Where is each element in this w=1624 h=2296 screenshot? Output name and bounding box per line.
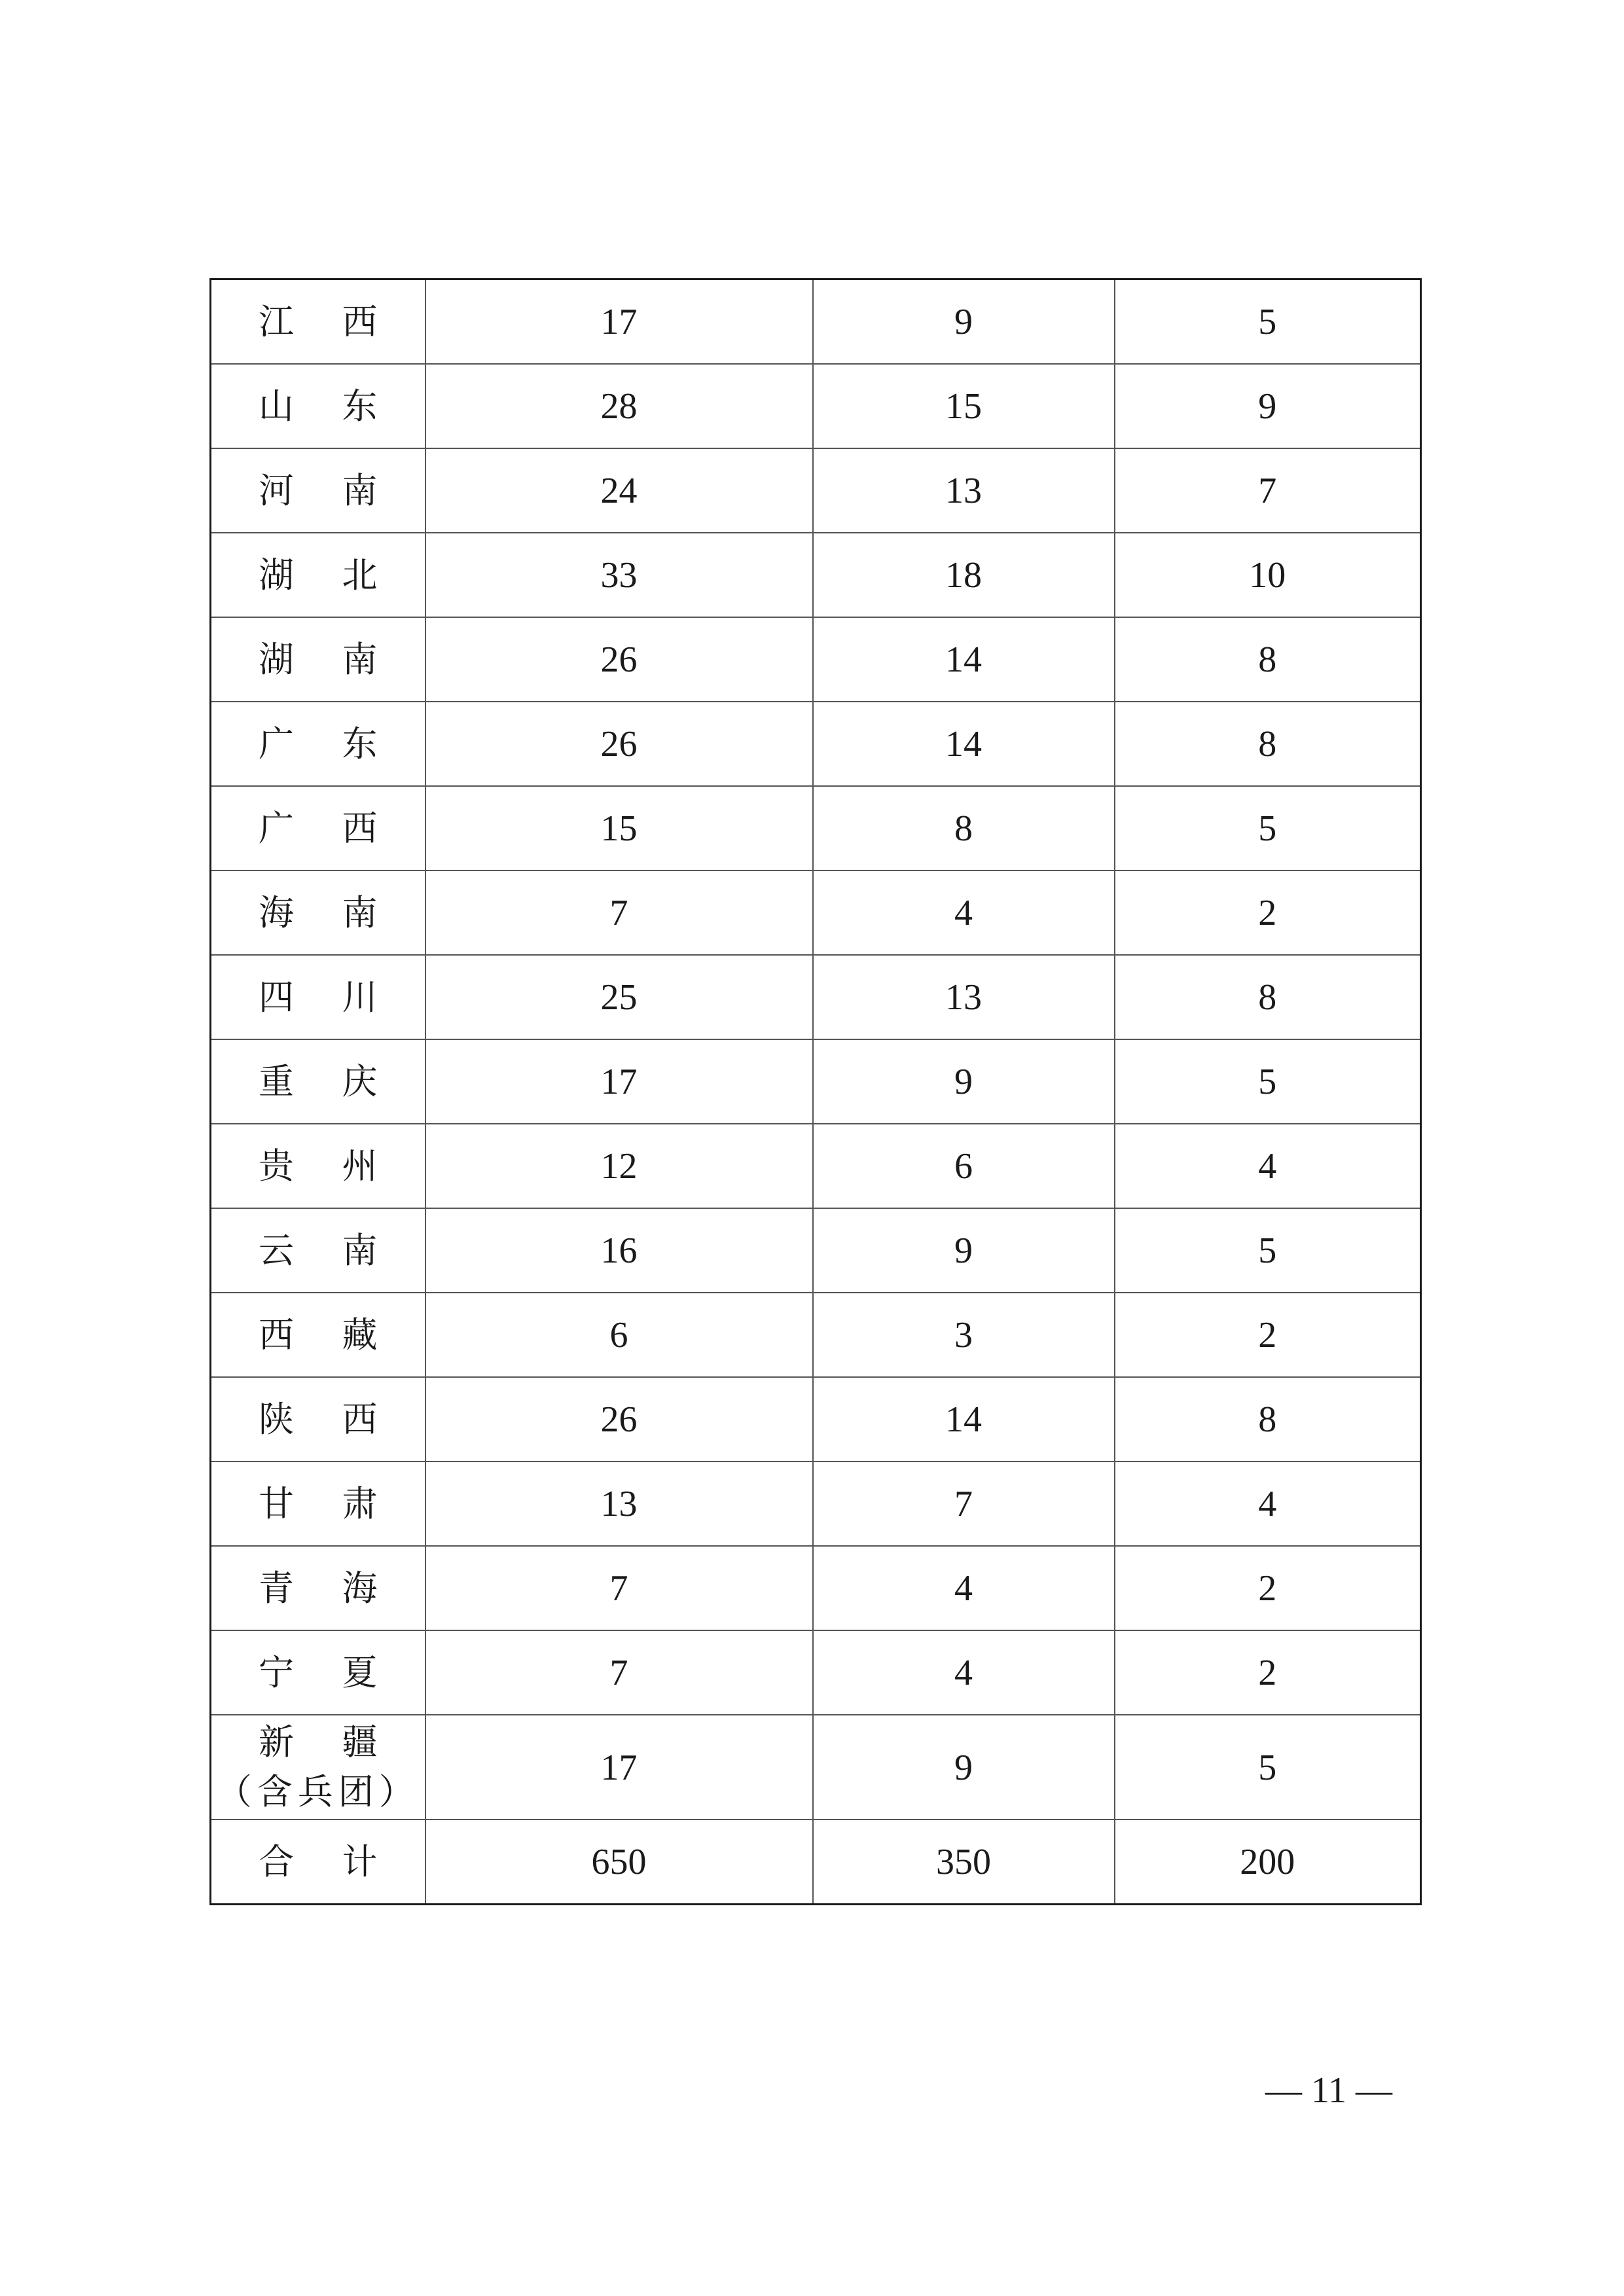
value-col-1-value: 26 bbox=[600, 639, 638, 680]
value-col-1 bbox=[425, 786, 813, 870]
value-col-1 bbox=[425, 617, 813, 702]
value-col-3 bbox=[1115, 279, 1421, 365]
value-col-3 bbox=[1115, 364, 1421, 448]
value-col-1 bbox=[425, 1208, 813, 1293]
region-char: 青 bbox=[259, 1567, 294, 1609]
value-col-3 bbox=[1115, 1462, 1421, 1546]
region-name bbox=[211, 1482, 425, 1524]
region-char: 四 bbox=[259, 976, 294, 1018]
value-col-1-value: 25 bbox=[600, 977, 638, 1018]
value-col-2-value: 4 bbox=[954, 1653, 973, 1693]
table-row bbox=[211, 1039, 1421, 1124]
region-name bbox=[211, 638, 425, 680]
value-col-2 bbox=[813, 1715, 1115, 1820]
region-cell bbox=[211, 786, 425, 870]
table-row bbox=[211, 1462, 1421, 1546]
value-col-2-value: 7 bbox=[954, 1484, 973, 1524]
region-char: 山 bbox=[259, 385, 294, 427]
value-col-1-value: 16 bbox=[600, 1230, 638, 1271]
value-col-2-value: 18 bbox=[945, 555, 982, 596]
value-col-3-value: 9 bbox=[1258, 386, 1277, 427]
region-char: 湖 bbox=[259, 554, 294, 596]
value-col-2 bbox=[813, 617, 1115, 702]
value-col-3-value: 4 bbox=[1258, 1146, 1277, 1187]
page-number: — 11 — bbox=[1265, 2070, 1392, 2111]
region-cell bbox=[211, 1820, 425, 1905]
region-name bbox=[211, 469, 425, 511]
region-char: 庆 bbox=[342, 1060, 378, 1102]
value-col-2 bbox=[813, 786, 1115, 870]
region-name bbox=[211, 385, 425, 427]
region-char: 夏 bbox=[342, 1651, 378, 1693]
region-name bbox=[211, 1651, 425, 1693]
value-col-2 bbox=[813, 1546, 1115, 1630]
allocation-table bbox=[209, 278, 1422, 1905]
value-col-2 bbox=[813, 279, 1115, 365]
table-row bbox=[211, 1630, 1421, 1715]
value-col-3-value: 2 bbox=[1258, 1653, 1277, 1693]
region-name bbox=[211, 1567, 425, 1609]
region-char: 藏 bbox=[342, 1314, 378, 1355]
region-char: 川 bbox=[342, 976, 378, 1018]
table-row bbox=[211, 1293, 1421, 1377]
region-name bbox=[211, 1398, 425, 1440]
value-col-1 bbox=[425, 870, 813, 955]
region-cell bbox=[211, 955, 425, 1039]
value-col-2-value: 9 bbox=[954, 1747, 973, 1788]
value-col-1 bbox=[425, 1124, 813, 1208]
region-cell bbox=[211, 1208, 425, 1293]
value-col-3 bbox=[1115, 1039, 1421, 1124]
value-col-2 bbox=[813, 1630, 1115, 1715]
value-col-3 bbox=[1115, 617, 1421, 702]
total-row bbox=[211, 1820, 1421, 1905]
table-row bbox=[211, 702, 1421, 786]
region-char: 肃 bbox=[342, 1482, 378, 1524]
value-col-3 bbox=[1115, 448, 1421, 533]
region-cell bbox=[211, 279, 425, 365]
region-cell bbox=[211, 1124, 425, 1208]
value-col-2-value: 15 bbox=[945, 386, 982, 427]
value-col-2-value: 9 bbox=[954, 1062, 973, 1102]
table-row bbox=[211, 1208, 1421, 1293]
table-row bbox=[211, 617, 1421, 702]
value-col-3-value: 5 bbox=[1258, 1747, 1277, 1788]
region-char: 计 bbox=[342, 1840, 378, 1882]
value-col-3-value: 4 bbox=[1258, 1484, 1277, 1524]
value-col-1 bbox=[425, 1630, 813, 1715]
value-col-3 bbox=[1115, 1208, 1421, 1293]
value-col-1 bbox=[425, 1715, 813, 1820]
value-col-3-value: 7 bbox=[1258, 471, 1277, 511]
region-note: （含兵团） bbox=[216, 1771, 420, 1812]
value-col-1-value: 17 bbox=[600, 302, 638, 342]
value-col-1 bbox=[425, 448, 813, 533]
value-col-1-value: 12 bbox=[600, 1146, 638, 1187]
value-col-1-value: 13 bbox=[600, 1484, 638, 1524]
region-char: 贵 bbox=[259, 1145, 294, 1187]
value-col-2-value: 14 bbox=[945, 639, 982, 680]
value-col-3 bbox=[1115, 1546, 1421, 1630]
value-col-3 bbox=[1115, 1715, 1421, 1820]
table-row bbox=[211, 870, 1421, 955]
table-row bbox=[211, 1124, 1421, 1208]
value-col-3 bbox=[1115, 786, 1421, 870]
value-col-2-value: 9 bbox=[954, 1230, 973, 1271]
table-row bbox=[211, 1715, 1421, 1820]
value-col-3-value: 5 bbox=[1258, 1062, 1277, 1102]
region-name bbox=[211, 1840, 425, 1882]
value-col-2-value: 9 bbox=[954, 302, 973, 342]
region-char: 合 bbox=[259, 1840, 294, 1882]
value-col-2-value: 4 bbox=[954, 893, 973, 933]
region-cell bbox=[211, 448, 425, 533]
region-char: 西 bbox=[342, 300, 378, 342]
value-col-2 bbox=[813, 1124, 1115, 1208]
region-char: 西 bbox=[342, 807, 378, 849]
region-name bbox=[211, 1717, 425, 1816]
region-char: 宁 bbox=[259, 1651, 294, 1693]
region-name bbox=[211, 1229, 425, 1271]
value-col-3 bbox=[1115, 533, 1421, 617]
value-col-3 bbox=[1115, 702, 1421, 786]
value-col-2-value: 4 bbox=[954, 1568, 973, 1609]
region-char: 西 bbox=[342, 1398, 378, 1440]
region-cell bbox=[211, 617, 425, 702]
region-cell bbox=[211, 870, 425, 955]
region-char: 陕 bbox=[259, 1398, 294, 1440]
value-col-1-value: 26 bbox=[600, 1399, 638, 1440]
table-row bbox=[211, 533, 1421, 617]
table-row bbox=[211, 279, 1421, 365]
value-col-1 bbox=[425, 955, 813, 1039]
value-col-3-value: 2 bbox=[1258, 1315, 1277, 1355]
value-col-1 bbox=[425, 1293, 813, 1377]
value-col-1-value: 650 bbox=[591, 1842, 647, 1882]
value-col-2 bbox=[813, 364, 1115, 448]
value-col-3 bbox=[1115, 870, 1421, 955]
value-col-1-value: 15 bbox=[600, 808, 638, 849]
table-row bbox=[211, 955, 1421, 1039]
value-col-2 bbox=[813, 870, 1115, 955]
value-col-2-value: 14 bbox=[945, 724, 982, 764]
region-cell bbox=[211, 1462, 425, 1546]
region-char: 云 bbox=[259, 1229, 294, 1271]
region-char: 广 bbox=[259, 807, 294, 849]
region-cell bbox=[211, 1630, 425, 1715]
value-col-1-value: 7 bbox=[609, 1568, 628, 1609]
value-col-2 bbox=[813, 533, 1115, 617]
value-col-1 bbox=[425, 1462, 813, 1546]
value-col-2-value: 14 bbox=[945, 1399, 982, 1440]
value-col-1 bbox=[425, 533, 813, 617]
region-char: 东 bbox=[342, 385, 378, 427]
value-col-1 bbox=[425, 1039, 813, 1124]
value-col-2-value: 13 bbox=[945, 977, 982, 1018]
value-col-2 bbox=[813, 1462, 1115, 1546]
value-col-3 bbox=[1115, 955, 1421, 1039]
region-name bbox=[211, 723, 425, 764]
region-name bbox=[211, 1314, 425, 1355]
value-col-1-value: 7 bbox=[609, 1653, 628, 1693]
value-col-3-value: 2 bbox=[1258, 1568, 1277, 1609]
value-col-1-value: 6 bbox=[609, 1315, 628, 1355]
table-row bbox=[211, 448, 1421, 533]
region-char: 州 bbox=[342, 1145, 378, 1187]
value-col-3-value: 10 bbox=[1249, 555, 1286, 596]
value-col-1 bbox=[425, 364, 813, 448]
value-col-1 bbox=[425, 1377, 813, 1462]
value-col-3-value: 200 bbox=[1240, 1842, 1295, 1882]
region-char: 江 bbox=[259, 300, 294, 342]
value-col-2 bbox=[813, 1377, 1115, 1462]
region-cell bbox=[211, 1293, 425, 1377]
value-col-2 bbox=[813, 955, 1115, 1039]
region-name bbox=[211, 1145, 425, 1187]
table-row bbox=[211, 786, 1421, 870]
value-col-2-value: 6 bbox=[954, 1146, 973, 1187]
value-col-3-value: 5 bbox=[1258, 1230, 1277, 1271]
value-col-1 bbox=[425, 279, 813, 365]
value-col-3-value: 8 bbox=[1258, 977, 1277, 1018]
value-col-1-value: 33 bbox=[600, 555, 638, 596]
region-name bbox=[211, 807, 425, 849]
region-char: 海 bbox=[342, 1567, 378, 1609]
region-cell bbox=[211, 1039, 425, 1124]
value-col-2-value: 3 bbox=[954, 1315, 973, 1355]
region-char: 湖 bbox=[259, 638, 294, 680]
value-col-3-value: 2 bbox=[1258, 893, 1277, 933]
value-col-2 bbox=[813, 1293, 1115, 1377]
value-col-3-value: 8 bbox=[1258, 639, 1277, 680]
value-col-1 bbox=[425, 1820, 813, 1905]
value-col-1-value: 24 bbox=[600, 471, 638, 511]
value-col-3 bbox=[1115, 1630, 1421, 1715]
value-col-3-value: 5 bbox=[1258, 808, 1277, 849]
value-col-2 bbox=[813, 1820, 1115, 1905]
value-col-2-value: 13 bbox=[945, 471, 982, 511]
region-char: 河 bbox=[259, 469, 294, 511]
region-cell bbox=[211, 1715, 425, 1820]
table-row bbox=[211, 1546, 1421, 1630]
value-col-1-value: 7 bbox=[609, 893, 628, 933]
region-char: 南 bbox=[342, 638, 378, 680]
value-col-2 bbox=[813, 448, 1115, 533]
value-col-1-value: 26 bbox=[600, 724, 638, 764]
region-cell bbox=[211, 364, 425, 448]
value-col-2 bbox=[813, 1208, 1115, 1293]
region-char: 北 bbox=[342, 554, 378, 596]
region-char: 疆 bbox=[342, 1721, 378, 1763]
value-col-3 bbox=[1115, 1293, 1421, 1377]
value-col-2 bbox=[813, 1039, 1115, 1124]
value-col-1-value: 17 bbox=[600, 1062, 638, 1102]
value-col-1 bbox=[425, 702, 813, 786]
table-row bbox=[211, 364, 1421, 448]
region-name-line bbox=[211, 1717, 425, 1767]
region-char: 新 bbox=[259, 1721, 294, 1763]
region-char: 甘 bbox=[259, 1482, 294, 1524]
value-col-2-value: 350 bbox=[936, 1842, 991, 1882]
region-char: 海 bbox=[259, 891, 294, 933]
region-char: 西 bbox=[259, 1314, 294, 1355]
region-name bbox=[211, 300, 425, 342]
region-char: 重 bbox=[259, 1060, 294, 1102]
value-col-3-value: 8 bbox=[1258, 1399, 1277, 1440]
region-char: 东 bbox=[342, 723, 378, 764]
table-row bbox=[211, 1377, 1421, 1462]
region-char: 南 bbox=[342, 469, 378, 511]
region-cell bbox=[211, 702, 425, 786]
value-col-2 bbox=[813, 702, 1115, 786]
value-col-1-value: 17 bbox=[600, 1747, 638, 1788]
value-col-2-value: 8 bbox=[954, 808, 973, 849]
region-cell bbox=[211, 1546, 425, 1630]
value-col-3-value: 8 bbox=[1258, 724, 1277, 764]
value-col-3 bbox=[1115, 1377, 1421, 1462]
region-cell bbox=[211, 1377, 425, 1462]
region-name bbox=[211, 891, 425, 933]
value-col-3-value: 5 bbox=[1258, 302, 1277, 342]
region-name bbox=[211, 976, 425, 1018]
region-char: 南 bbox=[342, 1229, 378, 1271]
value-col-3 bbox=[1115, 1124, 1421, 1208]
region-cell bbox=[211, 533, 425, 617]
value-col-1 bbox=[425, 1546, 813, 1630]
region-name bbox=[211, 1060, 425, 1102]
region-char: 南 bbox=[342, 891, 378, 933]
value-col-1-value: 28 bbox=[600, 386, 638, 427]
table-body bbox=[211, 279, 1421, 1905]
value-col-3 bbox=[1115, 1820, 1421, 1905]
region-name bbox=[211, 554, 425, 596]
region-char: 广 bbox=[259, 723, 294, 764]
